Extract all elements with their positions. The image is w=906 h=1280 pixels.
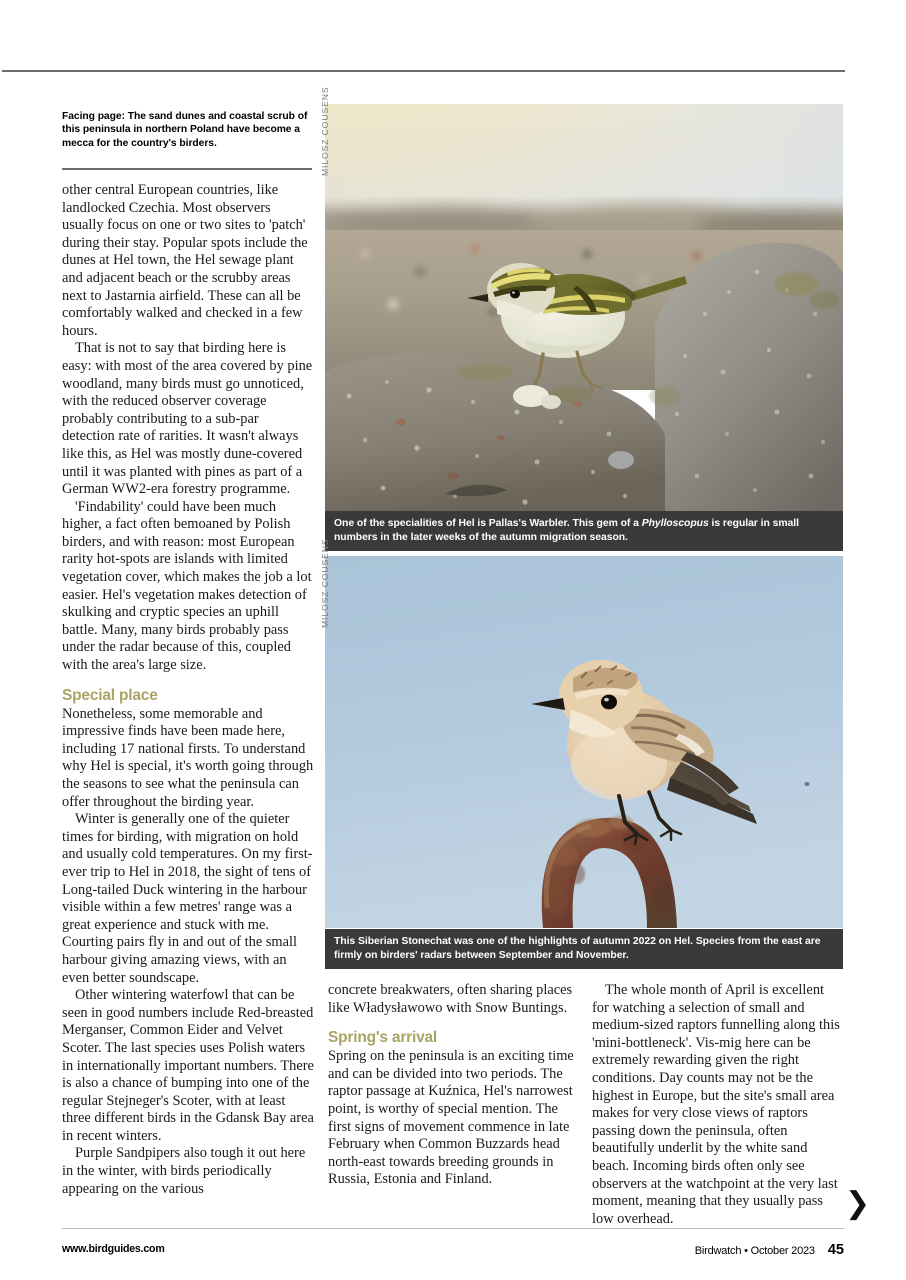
- paragraph: Spring on the peninsula is an exciting time and can be divided into two periods. The raptor passage at Kuźnica, Hel's narrowest point, is worthy of special mention. The first signs of movement commence in late February when Common Buzzards head north-east towards breeding grounds in Russia, Estonia and Finland.: [328, 1048, 574, 1188]
- footer-website[interactable]: www.birdguides.com: [62, 1243, 165, 1255]
- photo-pallas-warbler-art: [325, 104, 843, 513]
- photo-credit-1: MILOSZ COUSENS: [320, 86, 330, 176]
- paragraph: 'Findability' could have been much higher, a fact often bemoaned by Polish birders, and with reason: most European rarity hot-spots are islands with limited vegetation cover, which makes the job a lot easier. Hel's vegetation makes detection of skulking and cryptic species an uphill battle. Many, many birds probably pass under the radar because of this, coupled with the area's large size.: [62, 498, 312, 674]
- body-column-3: [592, 982, 844, 1228]
- standfirst-divider-rule: [62, 168, 312, 170]
- caption-1-genus-italic: Phylloscopus: [641, 518, 709, 529]
- footer-divider-rule: [62, 1228, 844, 1229]
- body-column-1: [62, 182, 314, 1198]
- footer-page-number: 45: [827, 1242, 844, 1258]
- paragraph: Nonetheless, some memorable and impressive finds have been made here, including 17 national firsts. To understand why Hel is special, it's worth going through the seasons to see what the peninsula can offer throughout the birding year.: [62, 705, 314, 810]
- paragraph: The whole month of April is excellent for watching a selection of small and medium-sized raptors funnelling along this 'mini-bottleneck'. Vis-mig here can be extremely rewarding given the right conditions. Day counts may not be the highest in Europe, but the site's small area makes for very close views of raptors passing down the peninsula, often beautifully underlit by the white sand beach. Incoming birds often only see observers at the watchpoint at the very last moment, meaning that they usually pass low overhead.: [592, 982, 840, 1227]
- section-heading-special-place: Special place: [62, 686, 158, 704]
- paragraph: other central European countries, like landlocked Czechia. Most observers usually focus on one or two sites to 'patch' during their stay. Popular spots include the dunes at Hel town, the Hel sewage plant and adjacent beach or the scrubby areas next to Jastarnia airfield. These can all be comfortably walked and checked in a few hours.: [62, 182, 308, 339]
- photo-siberian-stonechat: [325, 556, 843, 928]
- paragraph: concrete breakwaters, often sharing places like Władysławowo with Snow Buntings.: [328, 982, 573, 1016]
- section-heading-springs-arrival: Spring's arrival: [328, 1029, 438, 1047]
- footer-masthead: Birdwatch • October 2023: [694, 1245, 815, 1257]
- caption-1-text-part1: One of the specialities of Hel is Pallas's Warbler. This gem of a: [334, 518, 642, 529]
- top-divider-rule: [2, 70, 845, 72]
- continue-chevron-right-icon: ❯: [845, 1186, 871, 1221]
- paragraph: Purple Sandpipers also tough it out here in the winter, with birds periodically appearing on the various: [62, 1145, 306, 1197]
- photo-credit-2: MILOSZ COUSENS: [320, 538, 330, 628]
- body-column-2: [328, 982, 578, 1189]
- photo-caption-2: [325, 929, 843, 969]
- paragraph: Winter is generally one of the quieter times for birding, with migration on hold and usually cold temperatures. On my first-ever trip to Hel in 2018, the sight of tens of Long-tailed Duck wintering in the harbour visible within a few metres' range was a great experience and stuck with me. Courting pairs fly in and out of the small harbour giving amazing views, with an even better soundscape.: [62, 811, 313, 986]
- photo-caption-1: [325, 511, 843, 551]
- caption-2-text: This Siberian Stonechat was one of the highlights of autumn 2022 on Hel. Species from the east are firmly on birders' radars between September and November.: [334, 936, 821, 961]
- paragraph: That is not to say that birding here is easy: with most of the area covered by pine woodland, many birds must go unnoticed, with the reduced observer coverage probably contributing to a sub-par detection rate of rarities. It wasn't always like this, as Hel was mostly dune-covered until it was planted with pines as part of a German WW2-era forestry programme.: [62, 340, 313, 498]
- photo-siberian-stonechat-art: [325, 556, 843, 928]
- caption-1-text-part2: is regular in small numbers in the later weeks of the autumn migration season.: [334, 518, 799, 543]
- photo-pallas-warbler: [325, 104, 843, 513]
- facing-page-standfirst: Facing page: The sand dunes and coastal scrub of this peninsula in northern Poland have become a mecca for the country's birders.: [62, 111, 308, 149]
- footer-right-group: [695, 1242, 844, 1258]
- paragraph: Other wintering waterfowl that can be seen in good numbers include Red-breasted Merganser, Common Eider and Velvet Scoter. The last species uses Polish waters in internationally important numbers. There is also a chance of bumping into one of the regular Stejneger's Scoter, with at least three different birds in the Gdansk Bay area in recent winters.: [62, 987, 314, 1144]
